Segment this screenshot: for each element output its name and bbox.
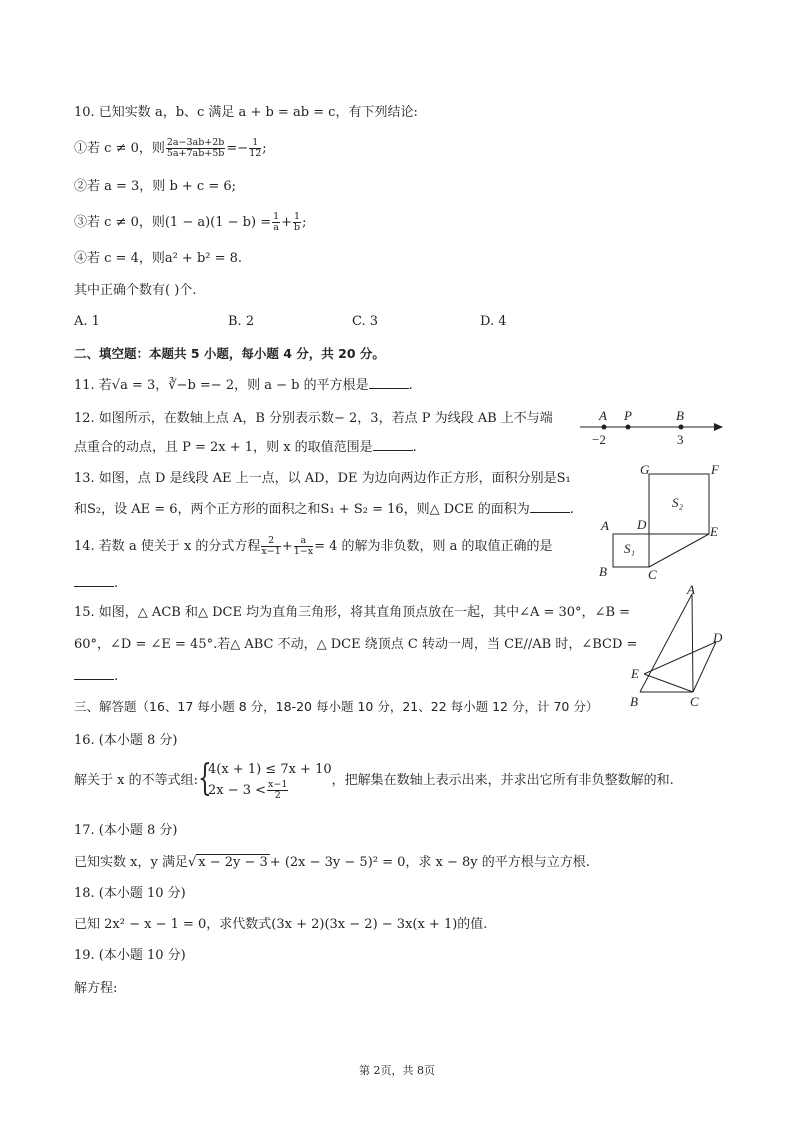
q12-line-1: 12. 如图所示，在数轴上点 A，B 分别表示数− 2，3，若点 P 为线段 AB 上不与端 (74, 411, 553, 426)
two-squares-figure (594, 462, 724, 586)
q17-head: 17. (本小题 8 分) (74, 823, 178, 838)
answer-blank (369, 376, 409, 389)
q14-line-1: 14. 若数 a 使关于 x 的分式方程 $\frac{2}{x-1}$ + $\frac{a}{1-x}$ = 4 的解为非负数，则 a 的取值正确的是 (74, 535, 553, 557)
q19-body: 解方程: (74, 981, 118, 996)
right-triangles-figure (624, 582, 734, 712)
q10-claim-1: ①若 c ≠ 0，则 $\frac{2a-3ab+2b}{5a+7ab+5b}$ =− $\frac{1}{12}$ ; (74, 137, 267, 159)
answer-blank (74, 574, 114, 587)
q18-head: 18. (本小题 10 分) (74, 886, 186, 901)
tick-3: 3 (677, 432, 684, 447)
q11: 11. 若√a = 3，∛−b =− 2，则 a − b 的平方根是 . (74, 378, 413, 393)
svg-text:D: D (637, 517, 647, 532)
q10-claim-4: ④若 c = 4，则a² + b² = 8. (74, 251, 243, 266)
svg-text:E: E (710, 524, 718, 539)
q10-claim-3: ③若 c ≠ 0，则(1 − a)(1 − b) = $\frac{1}{a}$ + $\frac{1}{b}$ ; (74, 211, 307, 233)
q15-line-3: . (74, 667, 118, 686)
q10-question: 其中正确个数有( )个. (74, 283, 197, 298)
q10-stem: 10. 已知实数 a，b、c 满足 a + b = ab = c，有下列结论: (74, 105, 418, 120)
section-3-heading: 三、解答题（16、17 每小题 8 分，18-20 每小题 10 分，21、22 每小题 12 分，计 70 分） (74, 699, 599, 714)
svg-text:D: D (713, 630, 723, 645)
q12-line-2: 点重合的动点，且 P = 2x + 1，则 x 的取值范围是 . (74, 440, 417, 455)
svg-text:B: B (630, 694, 638, 709)
q19-head: 19. (本小题 10 分) (74, 948, 186, 963)
option-a: A. 1 (74, 314, 100, 329)
svg-text:S₂: S₂ (672, 495, 684, 510)
point-b-label: B (676, 408, 684, 423)
svg-text:G: G (640, 462, 650, 477)
q15-line-1: 15. 如图，△ ACB 和△ DCE 均为直角三角形，将其直角顶点放在一起，其中∠A = 30°，∠B = (74, 605, 631, 620)
tick-minus-2: −2 (592, 432, 606, 447)
q13-line-2: 和S₂，设 AE = 6，两个正方形的面积之和S₁ + S₂ = 16，则△ DCE 的面积为 . (74, 502, 574, 517)
q18-body: 已知 2x² − x − 1 = 0，求代数式(3x + 2)(3x − 2) − 3x(x + 1)的值. (74, 917, 488, 932)
inequality-system: { 4(x + 1) ≤ 7x + 10 2x − 3 < $\frac{x-1}{2}$ (197, 758, 332, 801)
answer-blank (530, 500, 570, 513)
q10-claim-2: ②若 a = 3，则 b + c = 6; (74, 179, 237, 194)
q14-line-2: . (74, 574, 118, 593)
option-b: B. 2 (228, 314, 255, 329)
q16-head: 16. (本小题 8 分) (74, 733, 178, 748)
page-footer: 第 2页，共 8页 (359, 1064, 435, 1077)
svg-text:A: A (601, 518, 609, 533)
svg-text:B: B (599, 564, 607, 579)
svg-text:A: A (687, 582, 695, 597)
q17-body: 已知实数 x，y 满足√ x − 2y − 3 + (2x − 3y − 5)² = 0，求 x − 8y 的平方根与立方根. (74, 855, 590, 870)
svg-text:C: C (648, 567, 657, 582)
option-c: C. 3 (352, 314, 379, 329)
svg-text:E: E (631, 666, 639, 681)
option-d: D. 4 (480, 314, 507, 329)
q15-line-2: 60°，∠D = ∠E = 45°.若△ ABC 不动，△ DCE 绕顶点 C 转动一周，当 CE//AB 时，∠BCD = (74, 637, 638, 652)
svg-text:F: F (711, 462, 719, 477)
answer-blank (373, 438, 413, 451)
point-a-label: A (599, 408, 607, 423)
answer-blank (74, 667, 114, 680)
point-p-label: P (624, 408, 632, 423)
svg-text:S₁: S₁ (624, 541, 636, 556)
number-line-figure (580, 400, 730, 452)
q13-line-1: 13. 如图，点 D 是线段 AE 上一点，以 AD，DE 为边向两边作正方形，面积分别是S₁ (74, 471, 571, 486)
section-2-heading: 二、填空题：本题共 5 小题，每小题 4 分，共 20 分。 (74, 346, 385, 361)
svg-text:C: C (690, 694, 699, 709)
q16-body: 解关于 x 的不等式组: { 4(x + 1) ≤ 7x + 10 2x − 3 < $\frac{x-1}{2}$ ，把解集在数轴上表示出来，并求出它所有非负整数解的和. (74, 758, 674, 801)
